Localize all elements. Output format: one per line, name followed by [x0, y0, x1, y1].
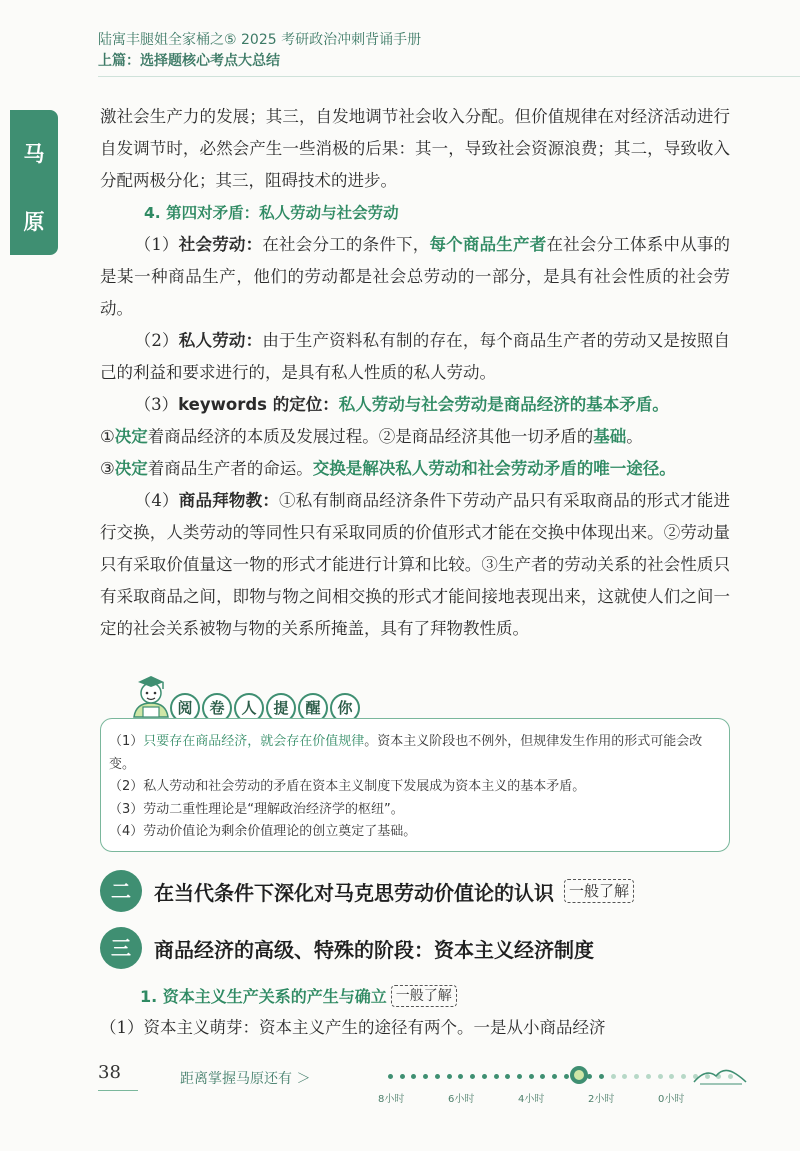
progress-dot	[540, 1074, 545, 1079]
chapter-title: 上篇：选择题核心考点大总结	[98, 53, 280, 69]
highlight-text: 每个商品生产者	[429, 235, 547, 254]
text-run: ①私有制商品经济条件下劳动产品只有采取商品的形式才能进行交换，人类劳动的等同性只有采取同质的价值形式才能在交换中体现出来。②劳动量只有采取价值量这一物的形式才能进行计算和比较。③生产者的劳动关系的社会性质只有采取商品之间，即物与物之间相交换的形式才能间接地表现出来，这就使人们之间一定的社会关系被物与物的关系所掩盖，具有了拜物教性质。	[100, 491, 731, 638]
item-number: （1）	[134, 235, 179, 254]
text-run: 在社会分工的条件下，	[262, 235, 430, 254]
note-1	[109, 731, 719, 776]
text-run: 。资本主义阶段也不例外，但规律发生作用的形式可能会改变。	[109, 734, 703, 772]
title-char: 你	[330, 693, 360, 723]
intro-paragraph: 激社会生产力的发展；其三，自发地调节社会收入分配。但价值规律在对经济活动进行自发调节时，必然会产生一些消极的后果：其一，导致社会资源浪费；其二，导致收入分配两极分化；其三，阻碍技术的进步。	[100, 107, 730, 190]
tick-label: 0小时	[658, 1094, 685, 1105]
subject-side-tab	[10, 110, 58, 255]
subsection-heading	[140, 984, 457, 1007]
graduate-mascot-icon	[130, 673, 172, 721]
text-run: 由于生产资料私有制的存在，每个商品生产者的劳动又是按照自己的利益和要求进行的，是具有私人性质的私人劳动。	[100, 331, 731, 382]
reviewer-notes-box	[100, 718, 730, 852]
side-tab-char-2: 原	[23, 210, 45, 234]
term-label: keywords 的定位：	[178, 395, 339, 414]
progress-dot	[599, 1074, 604, 1079]
text-run: 在社会分工体系中从事的是某一种商品生产，他们的劳动都是社会总劳动的一部分，是具有社会性质的社会劳动。	[100, 235, 731, 318]
title-char: 阅	[170, 693, 200, 723]
progress-dot	[634, 1074, 639, 1079]
progress-dot	[611, 1074, 616, 1079]
item-number: （3）	[134, 395, 179, 414]
importance-tag: 一般了解	[391, 985, 457, 1007]
page-header	[98, 30, 421, 72]
section-title: 商品经济的高级、特殊的阶段：资本主义经济制度	[154, 937, 594, 962]
progress-dot	[411, 1074, 416, 1079]
text-run: 。	[626, 427, 643, 446]
progress-dot	[447, 1074, 452, 1079]
progress-dot	[646, 1074, 651, 1079]
section-2-heading	[100, 871, 634, 911]
section-number-badge: 二	[100, 870, 142, 912]
note-4: （4）劳动价值论为剩余价值理论的创立奠定了基础。	[109, 824, 417, 839]
progress-dot	[529, 1074, 534, 1079]
progress-dot	[552, 1074, 557, 1079]
title-char: 人	[234, 693, 264, 723]
title-char: 卷	[202, 693, 232, 723]
progress-dot	[435, 1074, 440, 1079]
importance-tag: 一般了解	[564, 879, 634, 903]
progress-label: 距离掌握马原还有 ＞	[180, 1071, 311, 1087]
progress-marker-icon	[568, 1064, 590, 1086]
text-run: 着商品生产者的命运。	[147, 459, 313, 478]
text-run: ①	[100, 427, 115, 446]
progress-dot	[458, 1074, 463, 1079]
highlight-text: 私人劳动与社会劳动是商品经济的基本矛盾。	[338, 395, 669, 414]
page-footer	[0, 1060, 800, 1120]
highlight-text: 只要存在商品经济，就会存在价值规律	[143, 734, 365, 749]
progress-dot	[517, 1074, 522, 1079]
continuation-line: （1）资本主义萌芽：资本主义产生的途径有两个。一是从小商品经济	[100, 1018, 606, 1037]
page-number-underline	[98, 1090, 138, 1091]
term-label: 社会劳动：	[178, 235, 263, 254]
text-run: ③	[100, 459, 115, 478]
progress-dot	[494, 1074, 499, 1079]
header-divider	[98, 76, 800, 77]
item-number: （1）	[109, 734, 144, 749]
progress-dot	[423, 1074, 428, 1079]
tick-label: 8小时	[378, 1094, 405, 1105]
page-number: 38	[98, 1062, 121, 1083]
progress-dot	[669, 1074, 674, 1079]
progress-dot	[622, 1074, 627, 1079]
paragraph-positioning	[100, 389, 730, 421]
progress-dot	[681, 1074, 686, 1079]
note-2: （2）私人劳动和社会劳动的矛盾在资本主义制度下发展成为资本主义的基本矛盾。	[109, 779, 586, 794]
term-label: 私人劳动：	[178, 331, 263, 350]
tick-label: 4小时	[518, 1094, 545, 1105]
note-3: （3）劳动二重性理论是“理解政治经济学的枢纽”。	[109, 801, 404, 817]
term-label: 商品拜物教：	[178, 491, 280, 510]
progress-dot	[388, 1074, 393, 1079]
highlight-text: 决定	[114, 427, 148, 446]
book-title: 陆寓丰腿姐全家桶之⑤ 2025 考研政治冲刺背诵手册	[98, 32, 422, 48]
mountain-decoration-icon	[692, 1062, 748, 1086]
item-number: （2）	[134, 331, 179, 350]
subsection-title: 1. 资本主义生产关系的产生与确立	[140, 987, 387, 1006]
paragraph-commodity-fetishism	[100, 485, 730, 645]
section-heading-4: 4. 第四对矛盾：私人劳动与社会劳动	[144, 204, 399, 222]
positioning-line-2	[100, 453, 730, 485]
section-number-badge: 三	[100, 927, 142, 969]
highlight-text: 交换是解决私人劳动和社会劳动矛盾的唯一途径。	[312, 459, 676, 478]
tick-label: 6小时	[448, 1094, 475, 1105]
positioning-line-1	[100, 421, 730, 453]
progress-dot	[482, 1074, 487, 1079]
progress-dot	[400, 1074, 405, 1079]
progress-dot	[470, 1074, 475, 1079]
title-char: 提	[266, 693, 296, 723]
side-tab-char-1: 马	[23, 142, 45, 166]
highlight-text: 基础	[593, 427, 627, 446]
section-title: 在当代条件下深化对马克思劳动价值论的认识	[154, 880, 554, 905]
section-3-heading	[100, 928, 594, 968]
highlight-text: 决定	[114, 459, 148, 478]
progress-dot	[505, 1074, 510, 1079]
paragraph-social-labor	[100, 229, 730, 325]
main-text	[100, 101, 730, 645]
item-number: （4）	[134, 491, 179, 510]
tick-label: 2小时	[588, 1094, 615, 1105]
paragraph-private-labor	[100, 325, 730, 389]
title-char: 醒	[298, 693, 328, 723]
text-run: 着商品经济的本质及发展过程。②是商品经济其他一切矛盾的	[147, 427, 594, 446]
progress-dot	[658, 1074, 663, 1079]
